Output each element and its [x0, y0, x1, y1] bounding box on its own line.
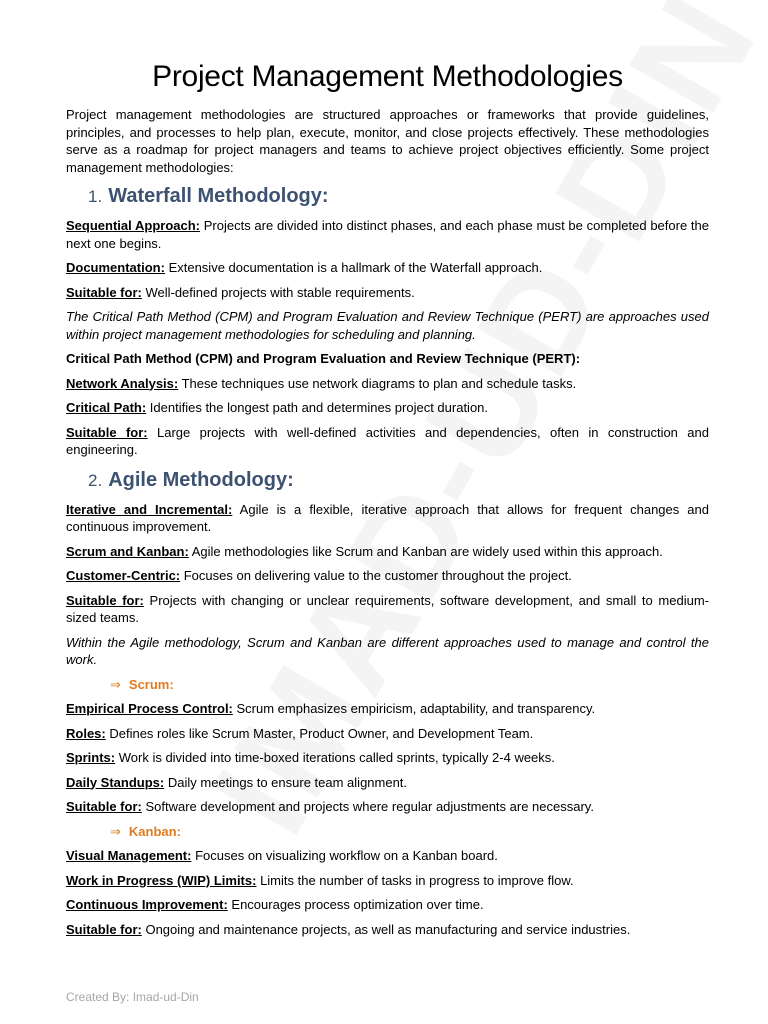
scrum-heading	[110, 676, 709, 694]
scrum-item-standups: Daily Standups: Daily meetings to ensure team alignment.	[66, 774, 408, 790]
scrum-heading-text: Scrum:	[128, 676, 174, 692]
waterfall-item-sequential: Sequential Approach: Projects are divided into distinct phases, and each phase must be completed before the next one begins.	[66, 218, 709, 251]
arrow-right-icon: ⇒	[110, 676, 121, 692]
cpm-heading: Critical Path Method (CPM) and Program Evaluation and Review Technique (PERT):	[66, 351, 581, 366]
waterfall-heading	[66, 182, 709, 211]
agile-item-customer: Customer-Centric: Focuses on delivering value to the customer throughout the project.	[66, 568, 572, 583]
footer-credit: Created By: Imad-ud-Din	[66, 990, 199, 1004]
arrow-right-icon: ⇒	[110, 823, 121, 839]
document-body	[66, 58, 709, 945]
waterfall-item-documentation: Documentation: Extensive documentation is a hallmark of the Waterfall approach.	[66, 260, 543, 275]
page-title: Project Management Methodologies	[152, 60, 623, 93]
kanban-item-wip: Work in Progress (WIP) Limits: Limits the number of tasks in progress to improve flow.	[66, 872, 574, 888]
agile-item-scrum-kanban: Scrum and Kanban: Agile methodologies like Scrum and Kanban are widely used within this approach.	[66, 543, 663, 559]
cpm-item-suitable: Suitable for: Large projects with well-defined activities and dependencies, often in construction and engineering.	[66, 424, 709, 457]
waterfall-note: The Critical Path Method (CPM) and Program Evaluation and Review Technique (PERT) are approaches used within project management methodologies for scheduling and planning.	[66, 309, 709, 342]
kanban-heading	[110, 823, 709, 841]
scrum-item-roles: Roles: Defines roles like Scrum Master, Product Owner, and Development Team.	[66, 725, 534, 741]
scrum-item-sprints: Sprints: Work is divided into time-boxed iterations called sprints, typically 2-4 weeks.	[66, 750, 555, 765]
kanban-heading-text: Kanban:	[128, 823, 181, 839]
agile-number: 2.	[88, 470, 103, 490]
agile-item-iterative: Iterative and Incremental: Agile is a flexible, iterative approach that allows for frequent changes and continuous improvement.	[66, 501, 709, 534]
agile-note: Within the Agile methodology, Scrum and Kanban are different approaches used to manage and control the work.	[66, 634, 709, 667]
waterfall-number: 1.	[88, 187, 103, 206]
kanban-item-visual: Visual Management: Focuses on visualizing workflow on a Kanban board.	[66, 848, 498, 863]
agile-item-suitable: Suitable for: Projects with changing or unclear requirements, software development, and small to medium-sized teams.	[66, 592, 709, 625]
scrum-item-empirical: Empirical Process Control: Scrum emphasizes empiricism, adaptability, and transparency.	[66, 701, 596, 716]
cpm-item-network: Network Analysis: These techniques use network diagrams to plan and schedule tasks.	[66, 375, 577, 391]
kanban-item-suitable: Suitable for: Ongoing and maintenance projects, as well as manufacturing and service industries.	[66, 921, 631, 937]
waterfall-item-suitable: Suitable for: Well-defined projects with stable requirements.	[66, 284, 415, 300]
waterfall-heading-text: Waterfall Methodology:	[108, 185, 329, 207]
intro-paragraph: Project management methodologies are structured approaches or frameworks that provide guidelines, principles, and processes to help plan, execute, monitor, and close projects effectively. These methodologies serve as a roadmap for project managers and teams to achieve project objectives efficiently. Some project management methodologies:	[66, 107, 709, 175]
kanban-item-continuous: Continuous Improvement: Encourages process optimization over time.	[66, 897, 484, 912]
cpm-item-critical-path: Critical Path: Identifies the longest path and determines project duration.	[66, 400, 489, 415]
agile-heading	[66, 466, 709, 495]
scrum-item-suitable: Suitable for: Software development and projects where regular adjustments are necessary.	[66, 799, 594, 814]
agile-heading-text: Agile Methodology:	[108, 468, 294, 491]
